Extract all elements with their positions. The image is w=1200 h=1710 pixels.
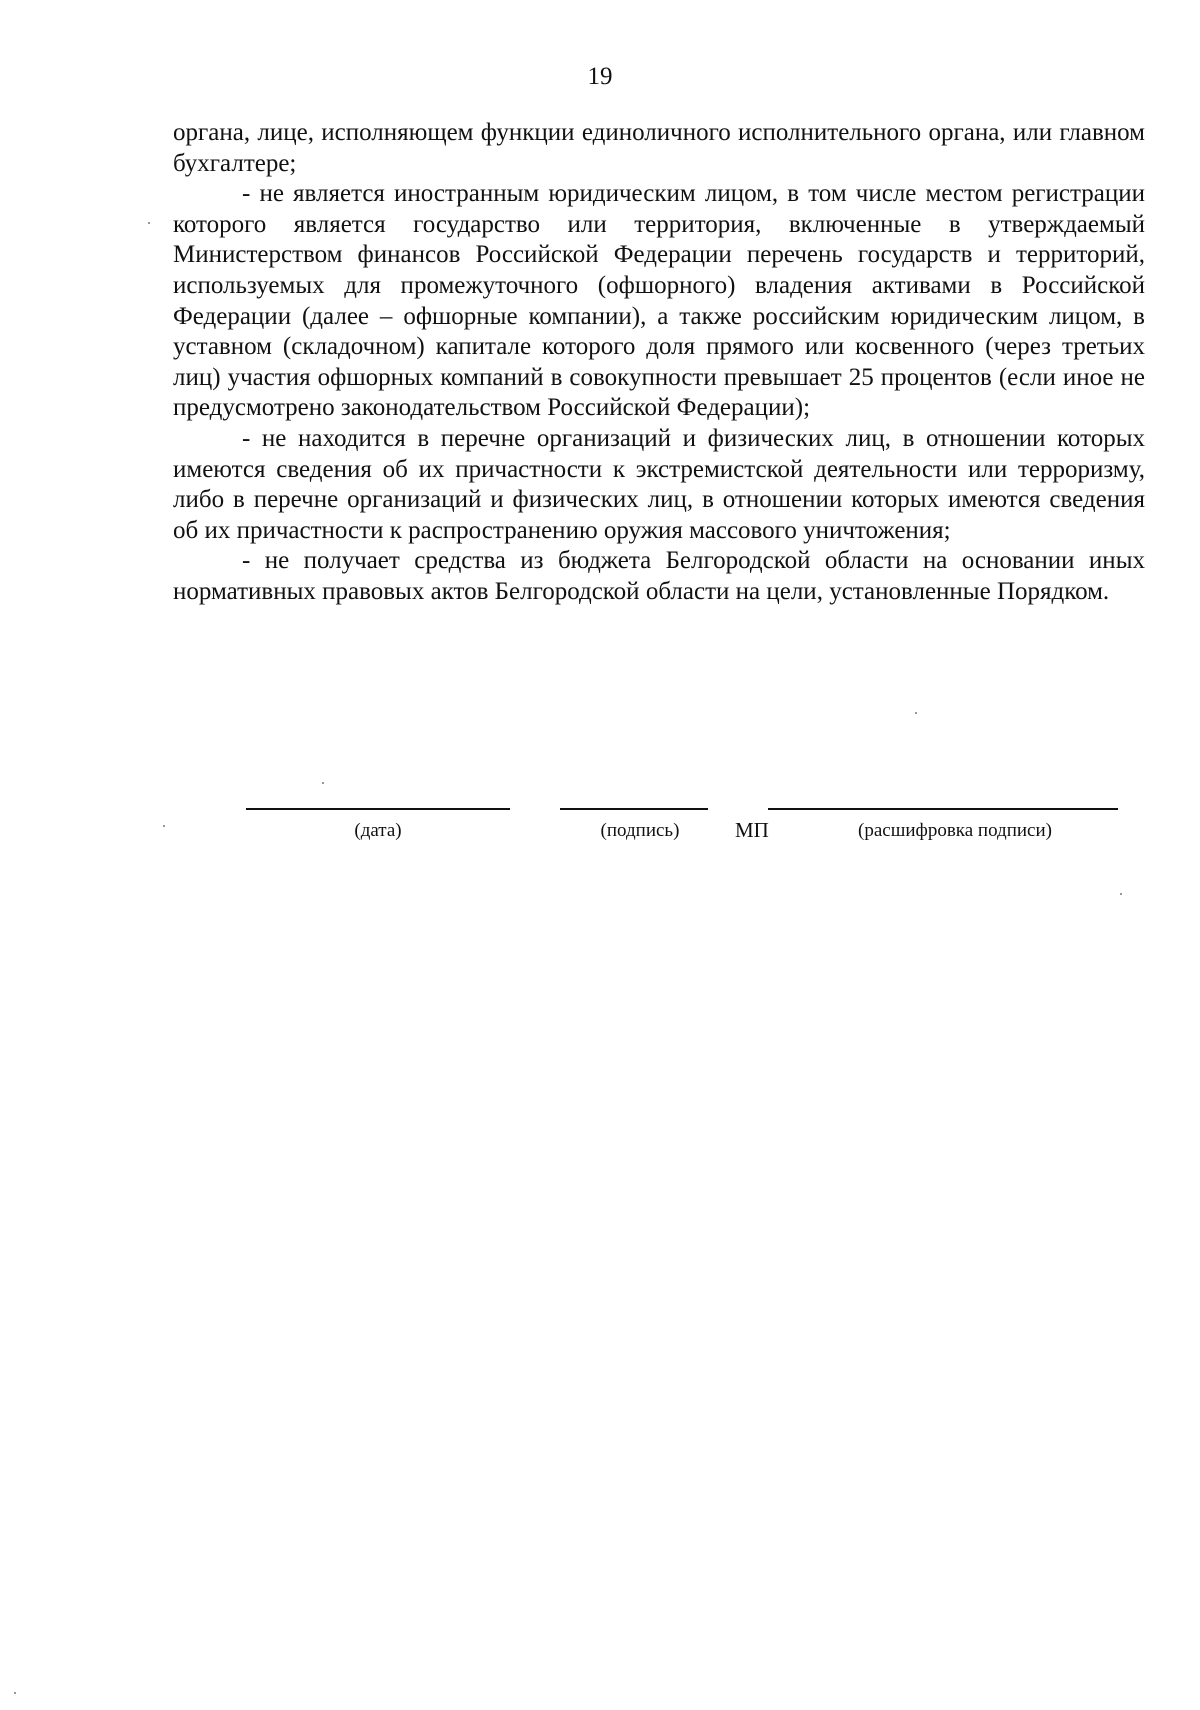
scan-speck <box>1120 893 1122 895</box>
page-number: 19 <box>587 63 613 90</box>
scan-speck <box>322 782 324 784</box>
name-caption: (расшифровка подписи) <box>858 820 1052 841</box>
signature-caption: (подпись) <box>600 820 680 841</box>
date-line <box>246 808 510 810</box>
signature-line <box>560 808 708 810</box>
paragraph-continuation: органа, лице, исполняющем функции единоличного исполнительного органа, или главном бухгалтере; <box>173 119 1145 177</box>
stamp-label: МП <box>735 818 769 842</box>
paragraph-offshore-condition: - не является иностранным юридическим лицом, в том числе местом регистрации которого является государство или территория, включенные в утверждаемый Министерством финансов Российской Федерации перечень государств и территорий, используемых для промежуточного (офшорного) владения активами в Российской Федерации (далее – офшорные компании), а также российским юридическим лицом, в уставном (складочном) капитале которого доля прямого или косвенного (через третьих лиц) участия офшорных компаний в совокупности превышает 25 процентов (если иное не предусмотрено законодательством Российской Федерации); <box>173 180 1145 422</box>
paragraph-budget-condition: - не получает средства из бюджета Белгородской области на основании иных нормативных правовых актов Белгородской области на цели, установленные Порядком. <box>173 547 1145 605</box>
name-line <box>768 808 1118 810</box>
date-caption: (дата) <box>354 820 402 841</box>
document-body <box>173 118 1145 608</box>
scan-speck <box>163 825 165 827</box>
signature-block <box>0 808 1200 868</box>
scan-speck <box>14 1692 16 1694</box>
paragraph-extremism-condition: - не находится в перечне организаций и физических лиц, в отношении которых имеются сведения об их причастности к экстремистской деятельности или терроризму, либо в перечне организаций и физических лиц, в отношении которых имеются сведения об их причастности к распространению оружия массового уничтожения; <box>173 424 1145 544</box>
scan-speck <box>148 222 150 224</box>
scan-speck <box>915 712 917 714</box>
